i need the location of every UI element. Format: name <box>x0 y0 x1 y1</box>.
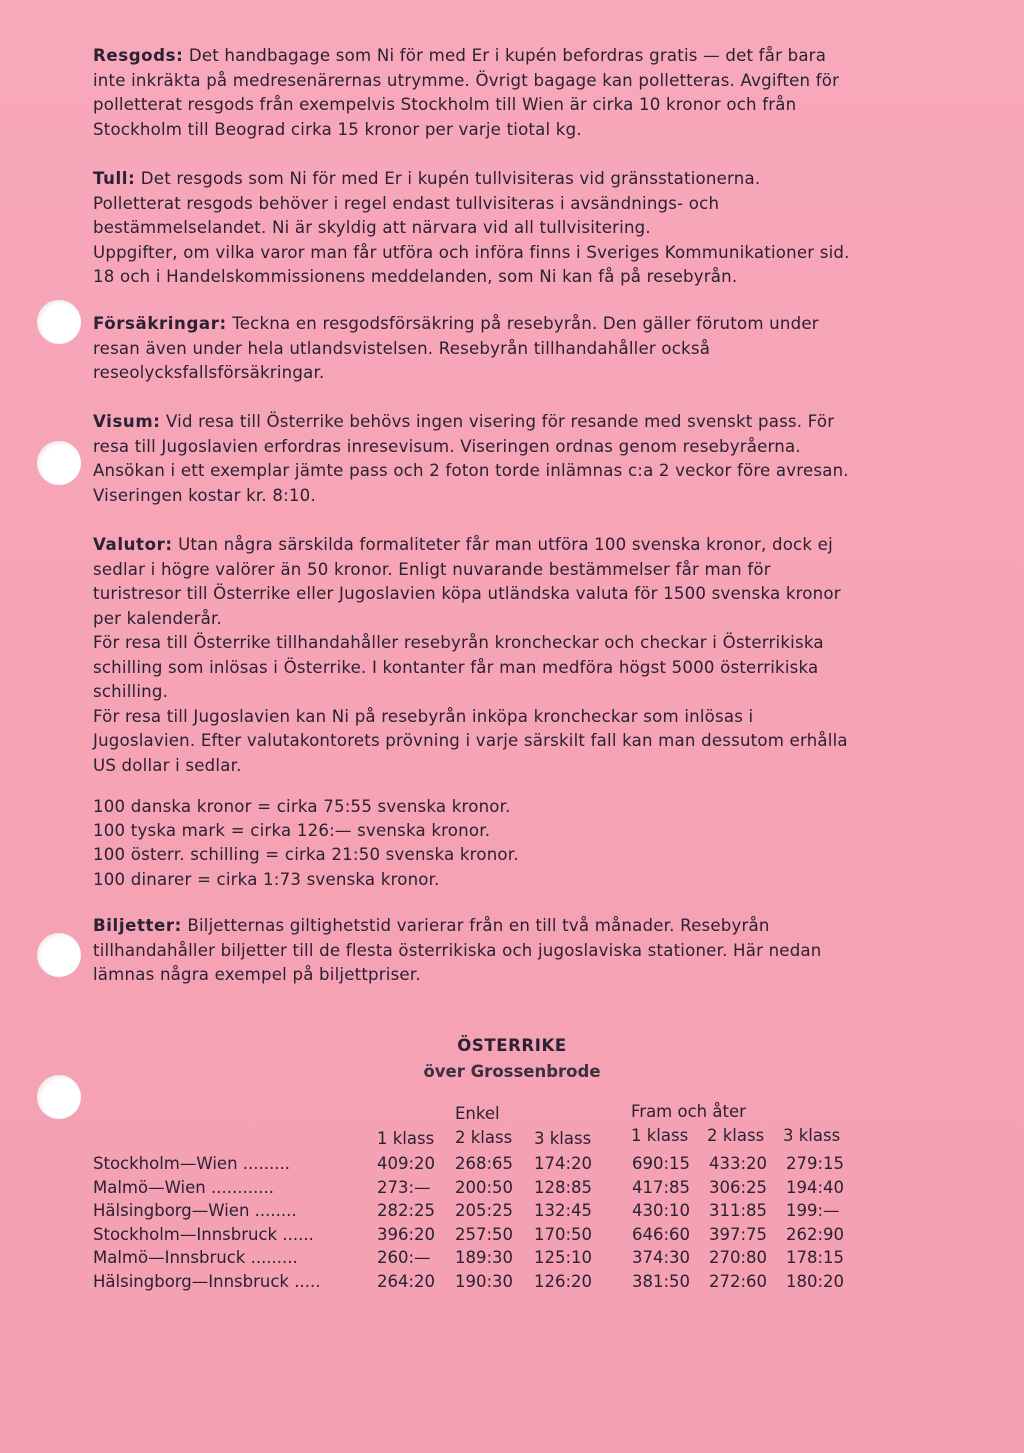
body-forsakringar: Teckna en resgodsförsäkring på resebyrån. Den gäller förutom under resan även under hela utlandsvistelsen. Resebyrån tillhandahåller också reseolycksfallsförsäkringar. <box>93 314 819 382</box>
body-biljetter: Biljetternas giltighetstid varierar från en till två månader. Resebyrån tillhandahåller biljetter till de flesta österrikiska och jugoslaviska stationer. Här nedan lämnas några exempel på biljettpriser. <box>93 916 822 984</box>
body-visum: Vid resa till Österrike behövs ingen visering för resande med svenskt pass. För resa till Jugoslavien erfordras inresevisum. Viseringen ordnas genom resebyråerna. Ansökan i ett exemplar jämte pass och 2 foton torde inlämnas c:a 2 veckor före avresan. Viseringen kostar kr. 8:10. <box>93 412 849 505</box>
price-cell: 381:50 <box>632 1271 691 1291</box>
price-cell: 279:15 <box>786 1154 845 1173</box>
section-valutor <box>93 533 853 778</box>
price-cell: 262:90 <box>786 1224 845 1244</box>
price-cell: 417:85 <box>632 1177 691 1197</box>
heading-valutor: Valutor: <box>93 535 173 554</box>
price-cell: 268:65 <box>455 1154 514 1173</box>
price-cell: 430:10 <box>632 1201 691 1221</box>
section-visum <box>93 410 853 508</box>
rate-line: 100 danska kronor = cirka 75:55 svenska kronor. <box>93 797 511 816</box>
price-cell: 282:25 <box>377 1201 436 1221</box>
route-name: Malmö—Innsbruck ......... <box>93 1248 298 1268</box>
price-cell: 409:20 <box>377 1154 436 1173</box>
heading-visum: Visum: <box>93 412 161 431</box>
table-row <box>93 1201 853 1225</box>
punch-hole <box>37 1075 81 1119</box>
price-cell: 306:25 <box>709 1177 768 1197</box>
punch-hole <box>37 441 81 485</box>
class-header: 1 klass <box>631 1126 689 1145</box>
price-cell: 374:30 <box>632 1248 691 1268</box>
price-cell: 311:85 <box>709 1201 768 1221</box>
price-cell: 199:— <box>786 1201 840 1221</box>
route-name: Hälsingborg—Innsbruck ..... <box>93 1271 321 1291</box>
price-cell: 178:15 <box>786 1248 845 1268</box>
body-resgods: Det handbagage som Ni för med Er i kupén befordras gratis — det får bara inte inkräkta på medresenärernas utrymme. Övrigt bagage kan polletteras. Avgiften för polletterat resgods från exempelvis Stockholm till Wien är cirka 10 kronor och från Stockholm till Beograd cirka 15 kronor per varje tiotal kg. <box>93 46 840 139</box>
price-cell: 273:— <box>377 1177 431 1197</box>
price-cell: 433:20 <box>709 1154 768 1173</box>
class-header: 1 klass <box>377 1129 435 1148</box>
price-cell: 126:20 <box>534 1271 593 1291</box>
group-header-enkel: Enkel <box>455 1104 500 1123</box>
rate-line: 100 tyska mark = cirka 126:— svenska kronor. <box>93 821 491 841</box>
route-name: Malmö—Wien ............ <box>93 1177 274 1197</box>
rate-line: 100 österr. schilling = cirka 21:50 svenska kronor. <box>93 845 519 865</box>
price-cell: 690:15 <box>632 1154 691 1173</box>
group-header-fram-och-ater: Fram och åter <box>631 1102 746 1121</box>
price-cell: 190:30 <box>455 1271 514 1291</box>
price-cell: 397:75 <box>709 1224 768 1244</box>
price-cell: 264:20 <box>377 1271 436 1291</box>
punch-hole <box>37 300 81 344</box>
route-name: Stockholm—Wien ......... <box>93 1154 290 1173</box>
table-row <box>93 1178 853 1202</box>
section-forsakringar <box>93 312 853 386</box>
price-cell: 132:45 <box>534 1201 593 1221</box>
body-valutor-3: För resa till Jugoslavien kan Ni på resebyrån inköpa kroncheckar som inlösas i Jugoslavien. Efter valutakontorets prövning i varje särskilt fall kan man dessutom erhålla US dollar i sedlar. <box>93 706 848 775</box>
price-cell: 257:50 <box>455 1224 514 1244</box>
price-cell: 174:20 <box>534 1154 593 1173</box>
price-cell: 170:50 <box>534 1224 593 1244</box>
table-row <box>93 1154 853 1178</box>
price-cell: 270:80 <box>709 1248 768 1268</box>
heading-tull: Tull: <box>93 169 136 188</box>
route-name: Stockholm—Innsbruck ...... <box>93 1224 314 1244</box>
class-header: 2 klass <box>455 1128 513 1147</box>
class-header: 3 klass <box>534 1129 592 1148</box>
price-cell: 125:10 <box>534 1248 593 1268</box>
price-cell: 205:25 <box>455 1201 514 1221</box>
price-cell: 646:60 <box>632 1224 691 1244</box>
section-tull <box>93 167 853 290</box>
table-row <box>93 1272 853 1296</box>
rate-line: 100 dinarer = cirka 1:73 svenska kronor. <box>93 869 440 889</box>
table-row <box>93 1225 853 1249</box>
table-row <box>93 1248 853 1272</box>
section-biljetter <box>93 914 853 988</box>
price-cell: 180:20 <box>786 1271 845 1291</box>
table-subtitle: över Grossenbrode <box>423 1062 601 1081</box>
body-tull: Det resgods som Ni för med Er i kupén tullvisiteras vid gränsstationerna. Polletterat resgods behöver i regel endast tullvisiteras i avsändnings- och bestämmelselandet. Ni är skyldig att närvara vid all tullvisitering. <box>93 169 761 237</box>
punch-hole <box>37 933 81 977</box>
price-cell: 128:85 <box>534 1177 593 1197</box>
heading-forsakringar: Försäkringar: <box>93 314 227 333</box>
exchange-rates <box>93 795 853 892</box>
price-cell: 272:60 <box>709 1271 768 1291</box>
body-valutor: Utan några särskilda formaliteter får man utföra 100 svenska kronor, dock ej sedlar i högre valörer än 50 kronor. Enligt nuvarande bestämmelser får man för turistresor till Österrike eller Jugoslavien köpa utländska valuta för 1500 svenska kronor per kalenderår. <box>93 535 841 628</box>
heading-resgods: Resgods: <box>93 46 184 65</box>
section-resgods <box>93 44 853 142</box>
route-name: Hälsingborg—Wien ........ <box>93 1201 297 1221</box>
price-cell: 194:40 <box>786 1177 845 1197</box>
price-table <box>93 1154 853 1296</box>
price-cell: 396:20 <box>377 1224 436 1244</box>
price-cell: 200:50 <box>455 1177 514 1197</box>
price-cell: 189:30 <box>455 1248 514 1268</box>
price-cell: 260:— <box>377 1248 431 1268</box>
heading-biljetter: Biljetter: <box>93 916 182 935</box>
class-header: 3 klass <box>783 1126 841 1145</box>
class-header: 2 klass <box>707 1126 765 1145</box>
body-valutor-2: För resa till Österrike tillhandahåller resebyrån kroncheckar och checkar i Österrikiska schilling som inlösas i Österrike. I kontanter får man medföra högst 5000 österrikiska schilling. <box>93 633 824 701</box>
table-title: ÖSTERRIKE <box>457 1036 567 1055</box>
body-tull-2: Uppgifter, om vilka varor man får utföra och införa finns i Sveriges Kommunikationer sid. 18 och i Handelskommissionens meddelanden, som Ni kan få på resebyrån. <box>93 242 850 286</box>
